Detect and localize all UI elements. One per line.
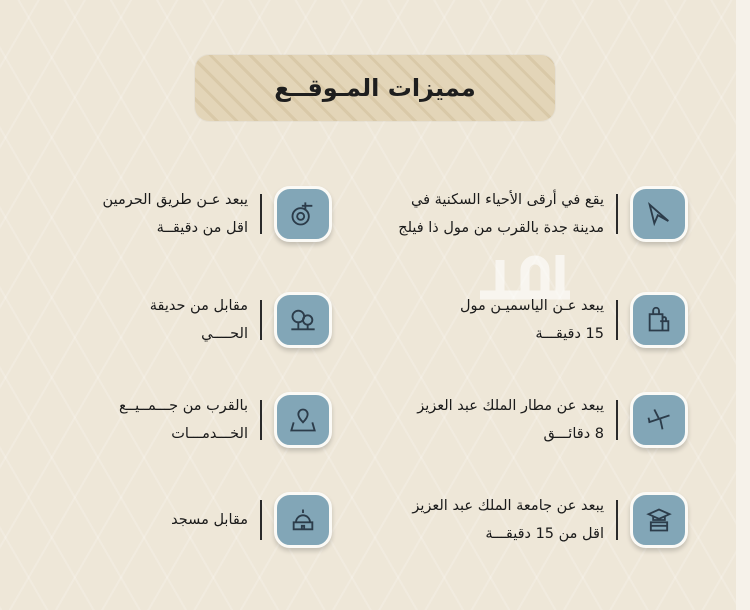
feature-text: الخـــدمـــات	[171, 426, 248, 442]
feature-text: يقع في أرقى الأحياء السكنية في	[410, 192, 604, 208]
divider	[616, 400, 618, 440]
feature-text: مقابل من حديقة	[149, 298, 248, 314]
feature-text: مدينة جدة بالقرب من مول ذا فيلج	[398, 220, 604, 236]
feature-text: بالقرب من جـــمــيــع	[118, 398, 248, 414]
page-title: مميزات المـوقــع	[274, 74, 476, 102]
trees-icon	[274, 292, 332, 348]
map-pin-icon	[274, 392, 332, 448]
divider	[260, 194, 262, 234]
feature-text: مقابل مسجد	[171, 512, 248, 528]
divider	[616, 300, 618, 340]
feature-item	[103, 186, 332, 242]
feature-item	[460, 292, 688, 348]
feature-text: يبعد عن مطار الملك عبد العزيز	[417, 398, 604, 414]
divider	[260, 500, 262, 540]
feature-text: يبعد عـن طريق الحرمين	[102, 192, 248, 208]
graduation-books-icon	[630, 492, 688, 548]
feature-item	[119, 392, 332, 448]
feature-text: الحــــي	[201, 326, 248, 342]
feature-text: اقل من دقيقــة	[156, 220, 248, 236]
navigation-arrow-icon	[630, 186, 688, 242]
feature-item	[417, 392, 688, 448]
feature-item	[171, 492, 332, 548]
feature-item	[150, 292, 332, 348]
page-edge	[736, 0, 750, 610]
divider	[616, 500, 618, 540]
divider	[260, 300, 262, 340]
feature-item	[398, 186, 688, 242]
title-banner	[195, 55, 555, 121]
divider	[616, 194, 618, 234]
shopping-bags-icon	[630, 292, 688, 348]
mosque-icon	[274, 492, 332, 548]
feature-text: 8 دقائـــق	[543, 426, 604, 442]
airplane-icon	[630, 392, 688, 448]
feature-text: يبعد عـن الياسميـن مول	[459, 298, 604, 314]
feature-text: يبعد عن جامعة الملك عبد العزيز	[412, 498, 604, 514]
feature-item	[412, 492, 688, 548]
feature-text: اقل من 15 دقيقـــة	[485, 526, 604, 542]
road-interchange-icon	[274, 186, 332, 242]
divider	[260, 400, 262, 440]
feature-text: 15 دقيقـــة	[535, 326, 604, 342]
